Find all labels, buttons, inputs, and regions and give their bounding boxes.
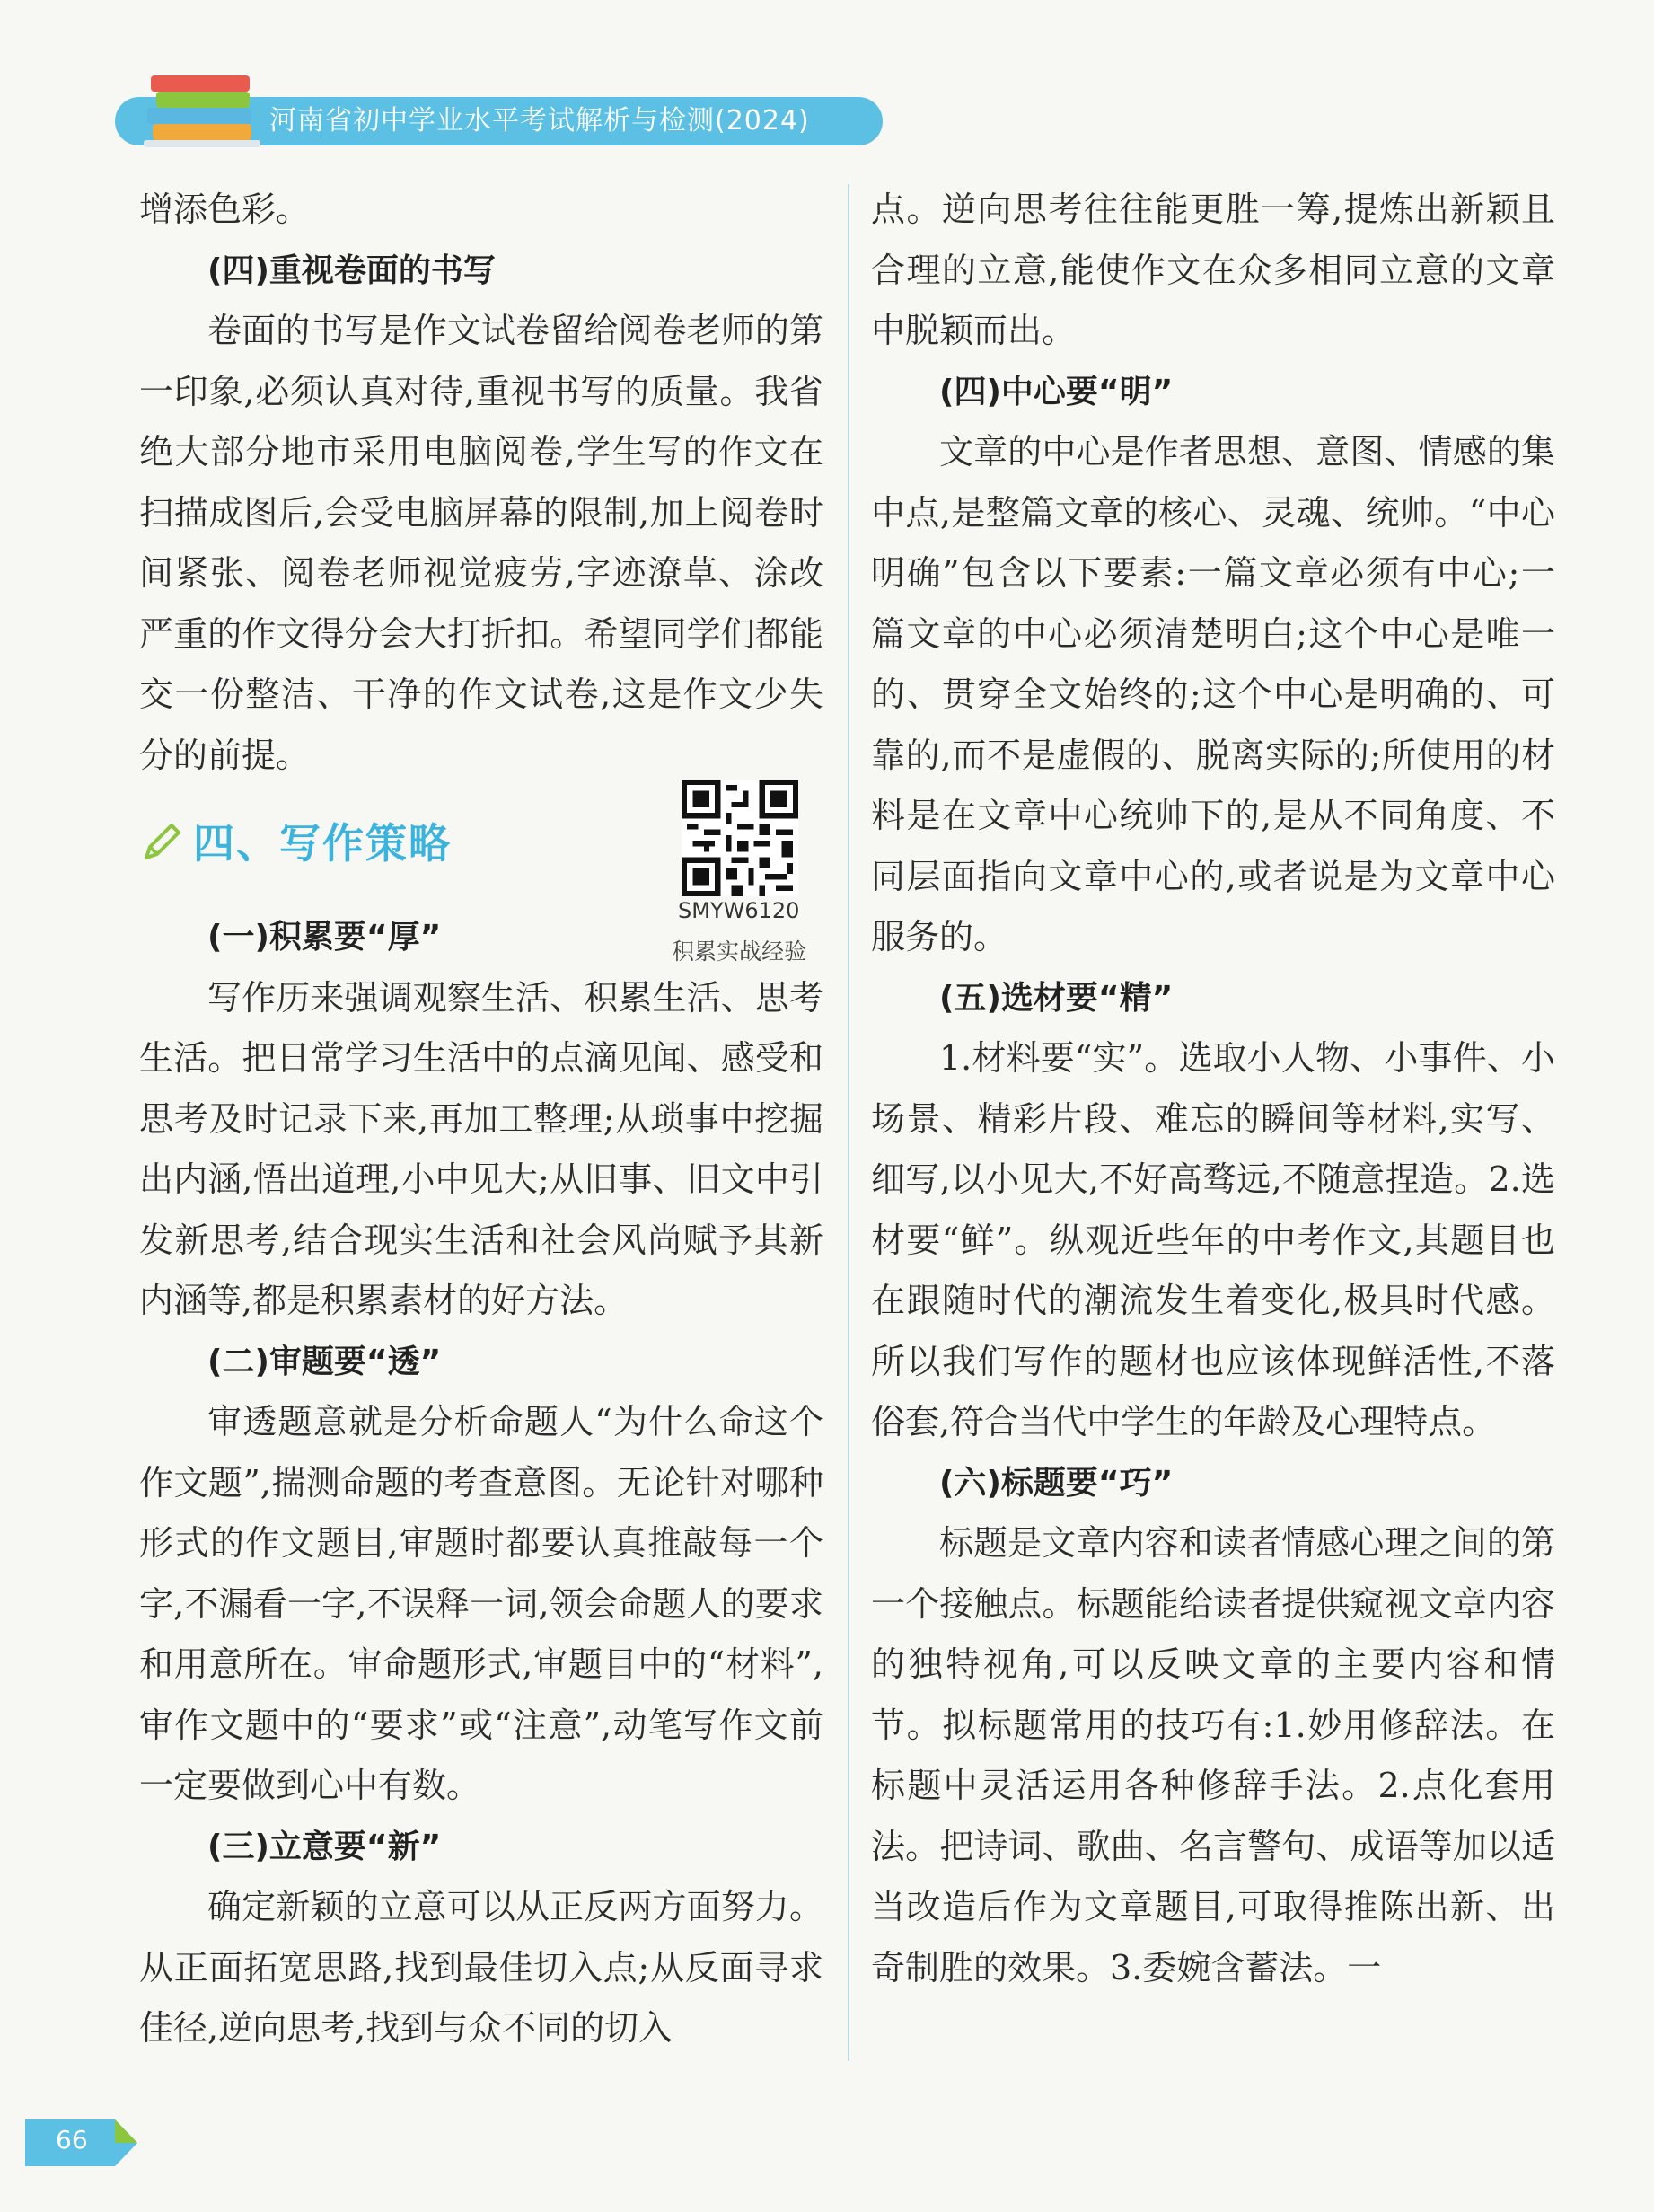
subheading-5: (五)选材要“精” xyxy=(939,979,1174,1017)
paragraph-continued: 点。逆向思考往往能更胜一筹,提炼出新颖且合理的立意,能使作文在众多相同立意的文章中脱颖而出。 xyxy=(871,189,1555,350)
subheading-3: (三)立意要“新” xyxy=(207,1828,442,1865)
subheading-1: (一)积累要“厚” xyxy=(207,919,442,956)
paragraph: 写作历来强调观察生活、积累生活、思考生活。把日常学习生活中的点滴见闻、感受和思考及时记录下来,再加工整理;从琐事中挖掘出内涵,悟出道理,小中见大;从旧事、旧文中引发新思考,结合现实生活和社会风尚赋予其新内涵等,都是积累素材的好方法。 xyxy=(139,977,823,1320)
page-number: 66 xyxy=(56,2125,88,2155)
qr-code-id: SMYW6120 xyxy=(678,898,800,923)
left-column xyxy=(139,180,823,2059)
subheading-2: (二)审题要“透” xyxy=(207,1343,442,1380)
paragraph: 卷面的书写是作文试卷留给阅卷老师的第一印象,必须认真对待,重视书写的质量。我省绝大部分地市采用电脑阅卷,学生写的作文在扫描成图后,会受电脑屏幕的限制,加上阅卷时间紧张、阅卷老师视觉疲劳,字迹潦草、涂改严重的作文得分会大打折扣。希望同学们都能交一份整洁、干净的作文试卷,这是作文少失分的前提。 xyxy=(139,311,823,775)
paragraph: 文章的中心是作者思想、意图、情感的集中点,是整篇文章的核心、灵魂、统帅。“中心明确”包含以下要素:一篇文章必须有中心;一篇文章的中心必须清楚明白;这个中心是唯一的、贯穿全文始终的;这个中心是明确的、可靠的,而不是虚假的、脱离实际的;所使用的材料是在文章中心统帅下的,是从不同角度、不同层面指向文章中心的,或者说是为文章中心服务的。 xyxy=(871,432,1555,956)
qr-code-icon[interactable] xyxy=(682,780,798,896)
qr-block xyxy=(678,780,813,923)
paragraph: 审透题意就是分析命题人“为什么命这个作文题”,揣测命题的考查意图。无论针对哪种形式的作文题目,审题时都要认真推敲每一个字,不漏看一字,不误释一词,领会命题人的要求和用意所在。审命题形式,审题目中的“材料”,审作文题中的“要求”或“注意”,动笔写作文前一定要做到心中有数。 xyxy=(139,1402,823,1805)
qr-caption: 积累实战经验 xyxy=(672,939,807,965)
paragraph: 1.材料要“实”。选取小人物、小事件、小场景、精彩片段、难忘的瞬间等材料,实写、细写,以小见大,不好高骛远,不随意捏造。2.选材要“鲜”。纵观近些年的中考作文,其题目也在跟随时代的潮流发生着变化,极具时代感。所以我们写作的题材也应该体现鲜活性,不落俗套,符合当代中学生的年龄及心理特点。 xyxy=(871,1038,1555,1441)
paragraph-continued: 增添色彩。 xyxy=(139,189,311,229)
column-divider xyxy=(848,184,849,2061)
header-title: 河南省初中学业水平考试解析与检测(2024) xyxy=(269,105,810,137)
pencil-icon xyxy=(139,818,186,865)
subheading-4: (四)重视卷面的书写 xyxy=(207,251,496,289)
subheading-6: (六)标题要“巧” xyxy=(939,1464,1174,1502)
paragraph: 标题是文章内容和读者情感心理之间的第一个接触点。标题能给读者提供窥视文章内容的独特视角,可以反映文章的主要内容和情节。拟标题常用的技巧有:1.妙用修辞法。在标题中灵活运用各种修辞手法。2.点化套用法。把诗词、歌曲、名言警句、成语等加以适当改造后作为文章题目,可取得推陈出新、出奇制胜的效果。3.委婉含蓄法。一 xyxy=(871,1523,1555,1987)
subheading-4: (四)中心要“明” xyxy=(939,373,1174,410)
section-title: 四、写作策略 xyxy=(193,819,452,868)
paragraph: 确定新颖的立意可以从正反两方面努力。从正面拓宽思路,找到最佳切入点;从反面寻求佳径,逆向思考,找到与众不同的切入 xyxy=(139,1887,823,2048)
stacked-books-icon xyxy=(135,54,269,153)
right-column xyxy=(871,180,1555,1998)
